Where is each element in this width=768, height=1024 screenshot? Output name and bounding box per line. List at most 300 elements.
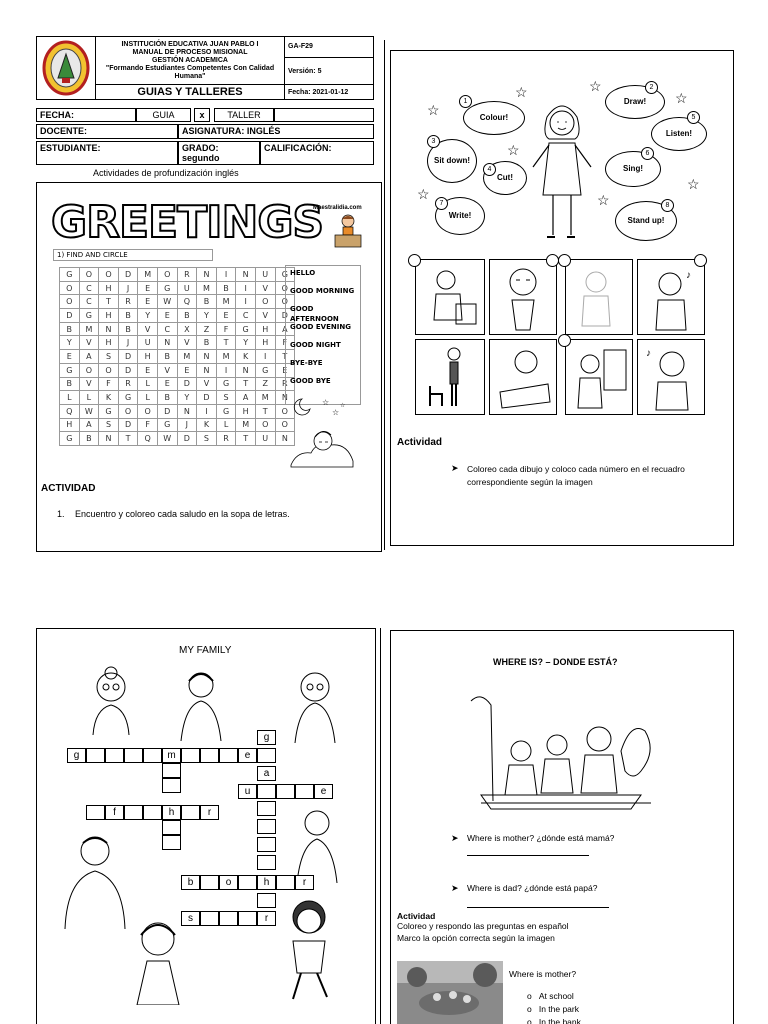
arrow-bullet-icon: ➤: [451, 463, 459, 473]
estudiante-label: ESTUDIANTE:: [36, 141, 178, 165]
teacher-desk-icon: [333, 213, 363, 249]
greetings-activity-num: 1.: [57, 509, 65, 519]
crossword-cell[interactable]: [200, 911, 219, 926]
school-logo-cell: [36, 36, 96, 100]
bubble-num-7: 7: [435, 197, 448, 210]
word-search-letter[interactable]: O: [138, 405, 158, 419]
word-search-letter[interactable]: B: [60, 323, 80, 337]
crossword-cell[interactable]: [257, 801, 276, 816]
word-search-letter[interactable]: U: [256, 268, 276, 282]
word-search-letter[interactable]: E: [217, 309, 237, 323]
mother-icon: [171, 665, 231, 741]
word-search-letter[interactable]: M: [217, 350, 237, 364]
page-divider: [384, 40, 385, 550]
brother-icon: [271, 891, 341, 1001]
word-search-letter[interactable]: C: [80, 295, 100, 309]
word-search-letter[interactable]: N: [197, 350, 217, 364]
crossword-cell[interactable]: [276, 784, 295, 799]
word-search-letter[interactable]: E: [158, 378, 178, 392]
word-search-letter[interactable]: W: [158, 432, 178, 446]
crossword-cell[interactable]: e: [314, 784, 333, 799]
bubble-num-1: 1: [459, 95, 472, 108]
crossword-cell[interactable]: [257, 819, 276, 834]
picture-singing[interactable]: [489, 259, 557, 335]
word-search-letter[interactable]: I: [236, 282, 256, 296]
word-search-letter[interactable]: T: [217, 336, 237, 350]
school-logo-icon: [41, 40, 91, 96]
word-search-letter[interactable]: V: [256, 282, 276, 296]
crossword-cell[interactable]: s: [181, 911, 200, 926]
word-search-letter[interactable]: F: [217, 323, 237, 337]
crossword-cell[interactable]: [143, 748, 162, 763]
word-search-letter[interactable]: G: [60, 268, 80, 282]
word-search-letter[interactable]: L: [60, 391, 80, 405]
star-icon: ☆: [417, 186, 430, 202]
bubble-cut: Cut!: [483, 161, 527, 195]
word-search-letter[interactable]: Q: [60, 405, 80, 419]
motto: "Formando Estudiantes Competentes Con Calidad Humana": [105, 64, 275, 80]
picture-drawing[interactable]: [415, 259, 485, 335]
guia-checkbox[interactable]: x: [194, 108, 210, 122]
crossword-cell[interactable]: [257, 855, 276, 870]
word-search-letter[interactable]: X: [178, 323, 198, 337]
word-search-letter[interactable]: G: [217, 378, 237, 392]
crossword-cell[interactable]: e: [238, 748, 257, 763]
bubble-stand-up: Stand up!: [615, 201, 677, 241]
word-search-letter[interactable]: Y: [178, 391, 198, 405]
word-search-letter[interactable]: G: [236, 323, 256, 337]
word-search-letter[interactable]: U: [138, 336, 158, 350]
word-search-letter[interactable]: S: [217, 391, 237, 405]
word-search-letter[interactable]: H: [60, 419, 80, 433]
crossword-cell[interactable]: g: [257, 730, 276, 745]
word-search-letter[interactable]: S: [99, 419, 119, 433]
word-search-letter[interactable]: V: [80, 378, 100, 392]
word-search-letter[interactable]: O: [276, 419, 296, 433]
crossword-cell[interactable]: [238, 875, 257, 890]
picture-standing[interactable]: [415, 339, 485, 415]
crossword-cell[interactable]: h: [257, 875, 276, 890]
word-search-letter[interactable]: N: [99, 432, 119, 446]
word-search-letter[interactable]: E: [276, 364, 296, 378]
word-search-letter[interactable]: O: [276, 405, 296, 419]
bubble-listen: Listen!: [651, 117, 707, 151]
picture-listening[interactable]: [637, 259, 705, 335]
word-search-letter[interactable]: R: [178, 268, 198, 282]
crossword-cell[interactable]: [124, 805, 143, 820]
where-activity-line1: Coloreo y respondo las preguntas en español: [397, 921, 569, 931]
word-search-letter[interactable]: D: [158, 405, 178, 419]
word-search-letter[interactable]: L: [138, 391, 158, 405]
word-search-letter[interactable]: D: [178, 432, 198, 446]
word-search-letter[interactable]: T: [276, 350, 296, 364]
word-search-letter[interactable]: T: [119, 432, 139, 446]
star-icon: ☆: [589, 78, 602, 94]
word-search-letter[interactable]: H: [138, 350, 158, 364]
word-search-letter[interactable]: N: [197, 268, 217, 282]
word-search-letter[interactable]: M: [236, 419, 256, 433]
word-search-letter[interactable]: Y: [197, 309, 217, 323]
uncle-icon: [287, 803, 347, 883]
grado-cell: [178, 141, 260, 165]
crossword-cell[interactable]: [219, 748, 238, 763]
answer-circle[interactable]: [694, 254, 707, 267]
greetings-title: GREETINGS: [51, 197, 324, 248]
word-search-letter[interactable]: U: [178, 282, 198, 296]
option-at-school[interactable]: [527, 991, 574, 1001]
crossword-cell[interactable]: [86, 805, 105, 820]
crossword-cell[interactable]: h: [162, 805, 181, 820]
crossword-cell[interactable]: [257, 837, 276, 852]
crossword-cell[interactable]: [257, 784, 276, 799]
word-search-letter[interactable]: S: [99, 350, 119, 364]
word-search-letter[interactable]: M: [178, 350, 198, 364]
word-search-letter[interactable]: B: [158, 350, 178, 364]
asignatura-label: ASIGNATURA: INGLÉS: [178, 124, 374, 139]
crossword-cell[interactable]: o: [219, 875, 238, 890]
crossword-cell[interactable]: [162, 778, 181, 793]
word-search-letter[interactable]: E: [138, 295, 158, 309]
bubble-sit-down: Sit down!: [427, 139, 477, 183]
word-search-letter[interactable]: G: [217, 405, 237, 419]
word-search-letter[interactable]: D: [197, 391, 217, 405]
word-search-letter[interactable]: Y: [60, 336, 80, 350]
taller-checkbox[interactable]: [274, 108, 374, 122]
word-list-item: BYE-BYE: [290, 359, 323, 367]
father-icon: [55, 829, 135, 929]
word-search-letter[interactable]: H: [256, 323, 276, 337]
word-search-letter[interactable]: F: [276, 336, 296, 350]
crossword-cell[interactable]: [257, 748, 276, 763]
word-search-letter[interactable]: G: [60, 432, 80, 446]
word-search-letter[interactable]: B: [80, 432, 100, 446]
option-circle-icon: o: [527, 1004, 532, 1014]
crossword-cell[interactable]: [162, 835, 181, 850]
word-search-letter[interactable]: N: [236, 364, 256, 378]
word-search-letter[interactable]: G: [119, 391, 139, 405]
bubble-colour: Colour!: [463, 101, 525, 135]
doc-title: GUIAS Y TALLERES: [95, 84, 285, 100]
word-search-grid[interactable]: [59, 267, 295, 446]
word-search-letter[interactable]: E: [138, 364, 158, 378]
word-search-letter[interactable]: D: [119, 364, 139, 378]
grado-value: segundo: [182, 153, 220, 163]
word-search-letter[interactable]: O: [60, 282, 80, 296]
word-search-letter[interactable]: B: [197, 295, 217, 309]
doc-date: Fecha: 2021-01-12: [284, 84, 374, 100]
word-search-letter[interactable]: O: [276, 295, 296, 309]
word-search-letter[interactable]: V: [178, 336, 198, 350]
option-label: In the bank: [538, 1017, 581, 1024]
taller-label: TALLER: [214, 108, 274, 122]
bubble-num-4: 4: [483, 163, 496, 176]
word-search-letter[interactable]: Q: [178, 295, 198, 309]
management-name: GESTIÓN ACADEMICA: [152, 56, 228, 64]
word-search-letter[interactable]: A: [236, 391, 256, 405]
word-search-letter[interactable]: I: [236, 295, 256, 309]
crossword-cell[interactable]: [295, 784, 314, 799]
word-search-letter[interactable]: A: [80, 350, 100, 364]
answer-line-dad[interactable]: [467, 907, 609, 908]
where-activity-title: Actividad: [397, 911, 436, 921]
answer-circle[interactable]: [408, 254, 421, 267]
picnic-scene-icon: [461, 691, 661, 817]
svg-text:☆: ☆: [332, 408, 340, 417]
word-search-letter[interactable]: J: [178, 419, 198, 433]
guia-label: GUIA: [136, 108, 191, 122]
site-label: Maestralidia.com: [313, 205, 362, 211]
word-search-letter[interactable]: H: [99, 336, 119, 350]
star-icon: ☆: [675, 90, 688, 106]
answer-circle[interactable]: [558, 334, 571, 347]
word-search-letter[interactable]: B: [158, 391, 178, 405]
word-search-letter[interactable]: A: [80, 419, 100, 433]
word-search-letter[interactable]: Q: [138, 432, 158, 446]
arrow-bullet-icon: ➤: [451, 883, 459, 893]
find-instruction: 1) FIND AND CIRCLE: [53, 249, 213, 261]
crossword-cell[interactable]: m: [162, 748, 181, 763]
crossword-cell[interactable]: [143, 805, 162, 820]
word-search-letter[interactable]: N: [276, 432, 296, 446]
word-search-letter[interactable]: O: [119, 405, 139, 419]
greetings-panel: [36, 182, 382, 552]
crossword-cell[interactable]: [86, 748, 105, 763]
bubble-num-5: 5: [687, 111, 700, 124]
word-search-letter[interactable]: U: [256, 432, 276, 446]
sister-icon: [123, 915, 193, 1005]
word-list-item: GOOD AFTERNOON: [290, 305, 339, 323]
word-search-letter[interactable]: S: [197, 432, 217, 446]
crossword-cell[interactable]: u: [238, 784, 257, 799]
word-search-letter[interactable]: G: [276, 268, 296, 282]
word-search-letter[interactable]: V: [197, 378, 217, 392]
word-search-letter[interactable]: H: [99, 282, 119, 296]
word-search-letter[interactable]: H: [236, 405, 256, 419]
word-search-letter[interactable]: G: [80, 309, 100, 323]
crossword-cell[interactable]: [124, 748, 143, 763]
word-search-letter[interactable]: I: [256, 350, 276, 364]
word-search-letter[interactable]: L: [138, 378, 158, 392]
answer-line-mother[interactable]: [467, 855, 589, 856]
crossword-cell[interactable]: [162, 820, 181, 835]
picture-painting[interactable]: [565, 339, 633, 415]
option-in-the-park[interactable]: [527, 1004, 579, 1014]
word-search-letter[interactable]: E: [138, 282, 158, 296]
crossword-cell[interactable]: [276, 875, 295, 890]
word-search-letter[interactable]: K: [197, 419, 217, 433]
svg-text:♪: ♪: [686, 270, 691, 281]
calificacion-label: CALIFICACIÓN:: [260, 141, 374, 165]
teacher-figure-icon: [527, 95, 597, 245]
word-search-letter[interactable]: V: [80, 336, 100, 350]
institution-info: [95, 36, 285, 85]
word-list-item: GOOD BYE: [290, 377, 331, 385]
word-search-letter[interactable]: K: [236, 350, 256, 364]
word-list-item: HELLO: [290, 269, 316, 277]
where-title: WHERE IS? – DONDE ESTÁ?: [493, 657, 618, 667]
grandfather-icon: [283, 663, 347, 743]
crossword-cell[interactable]: [162, 763, 181, 778]
word-search-letter[interactable]: O: [256, 295, 276, 309]
word-search-letter[interactable]: Z: [256, 378, 276, 392]
word-list: [285, 265, 361, 405]
option-circle-icon: o: [527, 1017, 532, 1024]
picture-cutting[interactable]: [565, 259, 633, 335]
word-search-letter[interactable]: H: [256, 336, 276, 350]
where-panel: [390, 630, 734, 1024]
word-search-letter[interactable]: D: [276, 309, 296, 323]
word-search-letter[interactable]: G: [99, 405, 119, 419]
grado-label: GRADO:: [182, 143, 219, 153]
crossword-cell[interactable]: [257, 893, 276, 908]
commands-activity-text: Coloreo cada dibujo y coloco cada número en el recuadro correspondiente según la imagen: [467, 464, 685, 487]
word-search-letter[interactable]: J: [119, 336, 139, 350]
word-search-letter[interactable]: G: [158, 282, 178, 296]
word-search-letter[interactable]: B: [119, 323, 139, 337]
word-search-letter[interactable]: F: [99, 378, 119, 392]
word-search-letter[interactable]: R: [217, 432, 237, 446]
word-search-letter[interactable]: O: [256, 419, 276, 433]
fecha-label: FECHA:: [36, 108, 136, 122]
crossword-cell[interactable]: r: [257, 911, 276, 926]
word-search-letter[interactable]: E: [178, 364, 198, 378]
word-search-letter[interactable]: Z: [197, 323, 217, 337]
picture-writing[interactable]: [489, 339, 557, 415]
commands-activity-title: Actividad: [397, 437, 443, 448]
word-search-letter[interactable]: T: [99, 295, 119, 309]
doc-version: Versión: 5: [284, 57, 374, 85]
word-search-letter[interactable]: D: [178, 378, 198, 392]
word-search-letter[interactable]: O: [158, 268, 178, 282]
option-label: In the park: [538, 1004, 579, 1014]
bubble-sing: Sing!: [605, 151, 661, 187]
arrow-bullet-icon: ➤: [451, 833, 459, 843]
word-search-letter[interactable]: J: [119, 282, 139, 296]
svg-text:☆: ☆: [340, 402, 346, 409]
bubble-num-2: 2: [645, 81, 658, 94]
word-search-letter[interactable]: B: [197, 336, 217, 350]
word-search-letter[interactable]: D: [119, 350, 139, 364]
word-search-letter[interactable]: N: [158, 336, 178, 350]
word-search-letter[interactable]: B: [178, 309, 198, 323]
word-search-letter[interactable]: L: [217, 419, 237, 433]
word-search-letter[interactable]: G: [60, 364, 80, 378]
word-search-letter[interactable]: R: [276, 378, 296, 392]
word-search-letter[interactable]: E: [60, 350, 80, 364]
word-search-letter[interactable]: T: [236, 378, 256, 392]
picture-music[interactable]: [637, 339, 705, 415]
word-search-letter[interactable]: O: [276, 282, 296, 296]
word-search-letter[interactable]: W: [158, 295, 178, 309]
word-search-letter[interactable]: M: [80, 323, 100, 337]
word-search-letter[interactable]: I: [197, 405, 217, 419]
crossword-cell[interactable]: r: [295, 875, 314, 890]
crossword-cell[interactable]: b: [181, 875, 200, 890]
word-search-letter[interactable]: B: [217, 282, 237, 296]
word-list-item: GOOD MORNING: [290, 287, 355, 295]
word-search-letter[interactable]: B: [119, 309, 139, 323]
word-search-letter[interactable]: Y: [236, 336, 256, 350]
word-search-letter[interactable]: F: [138, 419, 158, 433]
grandmother-icon: [81, 665, 141, 735]
word-search-letter[interactable]: O: [80, 268, 100, 282]
word-search-letter[interactable]: A: [276, 323, 296, 337]
star-icon: ☆: [507, 142, 520, 158]
word-search-letter[interactable]: L: [80, 391, 100, 405]
word-search-letter[interactable]: G: [256, 364, 276, 378]
word-search-letter[interactable]: T: [256, 405, 276, 419]
word-search-letter[interactable]: M: [217, 295, 237, 309]
word-search-letter[interactable]: B: [60, 378, 80, 392]
greetings-activity-title: ACTIVIDAD: [41, 483, 96, 494]
word-search-letter[interactable]: N: [197, 364, 217, 378]
word-search-letter[interactable]: I: [217, 364, 237, 378]
word-search-letter[interactable]: K: [99, 391, 119, 405]
word-search-letter[interactable]: O: [99, 268, 119, 282]
crossword-cell[interactable]: [219, 911, 238, 926]
word-search-letter[interactable]: R: [119, 378, 139, 392]
crossword-cell[interactable]: r: [200, 805, 219, 820]
word-search-letter[interactable]: T: [236, 432, 256, 446]
crossword-cell[interactable]: [238, 911, 257, 926]
answer-circle[interactable]: [558, 254, 571, 267]
crossword-cell[interactable]: [181, 805, 200, 820]
crossword-cell[interactable]: [181, 748, 200, 763]
bubble-num-8: 8: [661, 199, 674, 212]
word-search-letter[interactable]: O: [99, 364, 119, 378]
crossword-cell[interactable]: f: [105, 805, 124, 820]
word-search-letter[interactable]: D: [119, 268, 139, 282]
crossword-cell[interactable]: a: [257, 766, 276, 781]
word-search-letter[interactable]: V: [256, 309, 276, 323]
where-activity-line2: Marco la opción correcta según la imagen: [397, 933, 555, 943]
word-search-letter[interactable]: G: [158, 419, 178, 433]
word-search-letter[interactable]: M: [256, 391, 276, 405]
word-search-letter[interactable]: N: [178, 405, 198, 419]
word-search-letter[interactable]: H: [99, 309, 119, 323]
crossword-cell[interactable]: [200, 748, 219, 763]
greetings-activity-text: Encuentro y coloreo cada saludo en la sopa de letras.: [75, 509, 290, 519]
word-search-letter[interactable]: C: [80, 282, 100, 296]
word-search-letter[interactable]: E: [158, 309, 178, 323]
word-search-letter[interactable]: V: [158, 364, 178, 378]
word-search-letter[interactable]: N: [276, 391, 296, 405]
word-search-letter[interactable]: I: [217, 268, 237, 282]
option-in-the-bank[interactable]: [527, 1017, 581, 1024]
crossword-cell[interactable]: g: [67, 748, 86, 763]
word-search-letter[interactable]: Y: [138, 309, 158, 323]
word-search-letter[interactable]: D: [119, 419, 139, 433]
word-search-letter[interactable]: O: [80, 364, 100, 378]
question-dad: Where is dad? ¿dónde está papá?: [467, 883, 598, 893]
word-search-letter[interactable]: D: [60, 309, 80, 323]
word-search-letter[interactable]: W: [80, 405, 100, 419]
crossword-cell[interactable]: [200, 875, 219, 890]
question-mother-choice: Where is mother?: [509, 969, 577, 979]
word-search-letter[interactable]: N: [236, 268, 256, 282]
word-search-letter[interactable]: M: [138, 268, 158, 282]
word-search-letter[interactable]: R: [119, 295, 139, 309]
word-search-letter[interactable]: V: [138, 323, 158, 337]
word-search-letter[interactable]: N: [99, 323, 119, 337]
word-search-letter[interactable]: M: [197, 282, 217, 296]
word-search-letter[interactable]: O: [60, 295, 80, 309]
crossword-cell[interactable]: [105, 748, 124, 763]
star-icon: ☆: [427, 102, 440, 118]
word-search-letter[interactable]: C: [158, 323, 178, 337]
word-search-letter[interactable]: C: [236, 309, 256, 323]
question-mother: Where is mother? ¿dónde está mamá?: [467, 833, 615, 843]
